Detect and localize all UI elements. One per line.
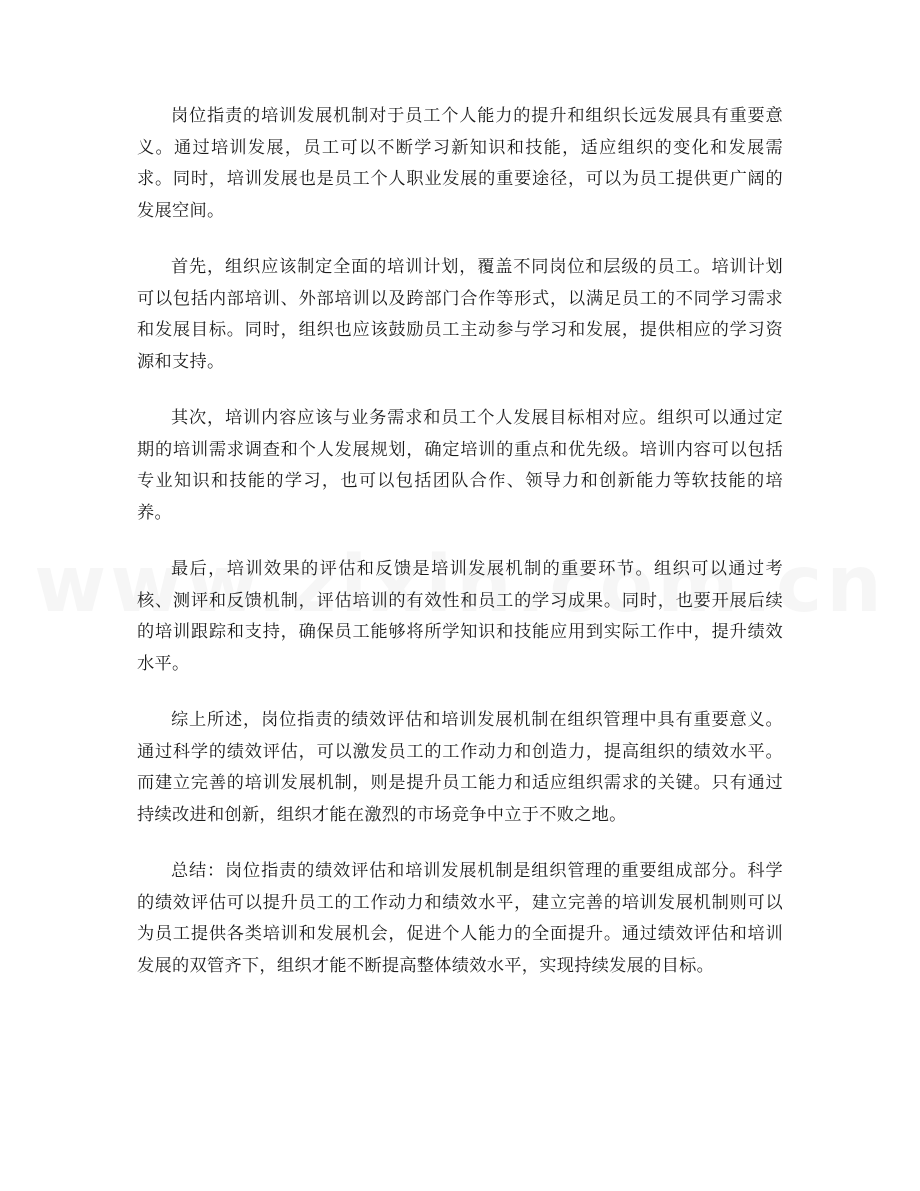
- paragraph-4: 最后，培训效果的评估和反馈是培训发展机制的重要环节。组织可以通过考核、测评和反馈机制，评估培训的有效性和员工的学习成果。同时，也要开展后续的培训跟踪和支持，确保员工能够将所学知识和技能应用到实际工作中，提升绩效水平。: [137, 559, 783, 674]
- paragraph-6: 总结：岗位指责的绩效评估和培训发展机制是组织管理的重要组成部分。科学的绩效评估可以提升员工的工作动力和绩效水平，建立完善的培训发展机制则可以为员工提供各类培训和发展机会，促进个人能力的全面提升。通过绩效评估和培训发展的双管齐下，组织才能不断提高整体绩效水平，实现持续发展的目标。: [137, 861, 783, 976]
- paragraph-3: 其次，培训内容应该与业务需求和员工个人发展目标相对应。组织可以通过定期的培训需求调查和个人发展规划，确定培训的重点和优先级。培训内容可以包括专业知识和技能的学习，也可以包括团队合作、领导力和创新能力等软技能的培养。: [137, 408, 783, 523]
- paragraph-2: 首先，组织应该制定全面的培训计划，覆盖不同岗位和层级的员工。培训计划可以包括内部培训、外部培训以及跨部门合作等形式，以满足员工的不同学习需求和发展目标。同时，组织也应该鼓励员工主动参与学习和发展，提供相应的学习资源和支持。: [137, 257, 783, 372]
- paragraph-5: 综上所述，岗位指责的绩效评估和培训发展机制在组织管理中具有重要意义。通过科学的绩效评估，可以激发员工的工作动力和创造力，提高组织的绩效水平。而建立完善的培训发展机制，则是提升员工能力和适应组织需求的关键。只有通过持续改进和创新，组织才能在激烈的市场竞争中立于不败之地。: [137, 710, 783, 825]
- document-body: [137, 101, 783, 1007]
- paragraph-1: 岗位指责的培训发展机制对于员工个人能力的提升和组织长远发展具有重要意义。通过培训发展，员工可以不断学习新知识和技能，适应组织的变化和发展需求。同时，培训发展也是员工个人职业发展的重要途径，可以为员工提供更广阔的发展空间。: [137, 106, 783, 221]
